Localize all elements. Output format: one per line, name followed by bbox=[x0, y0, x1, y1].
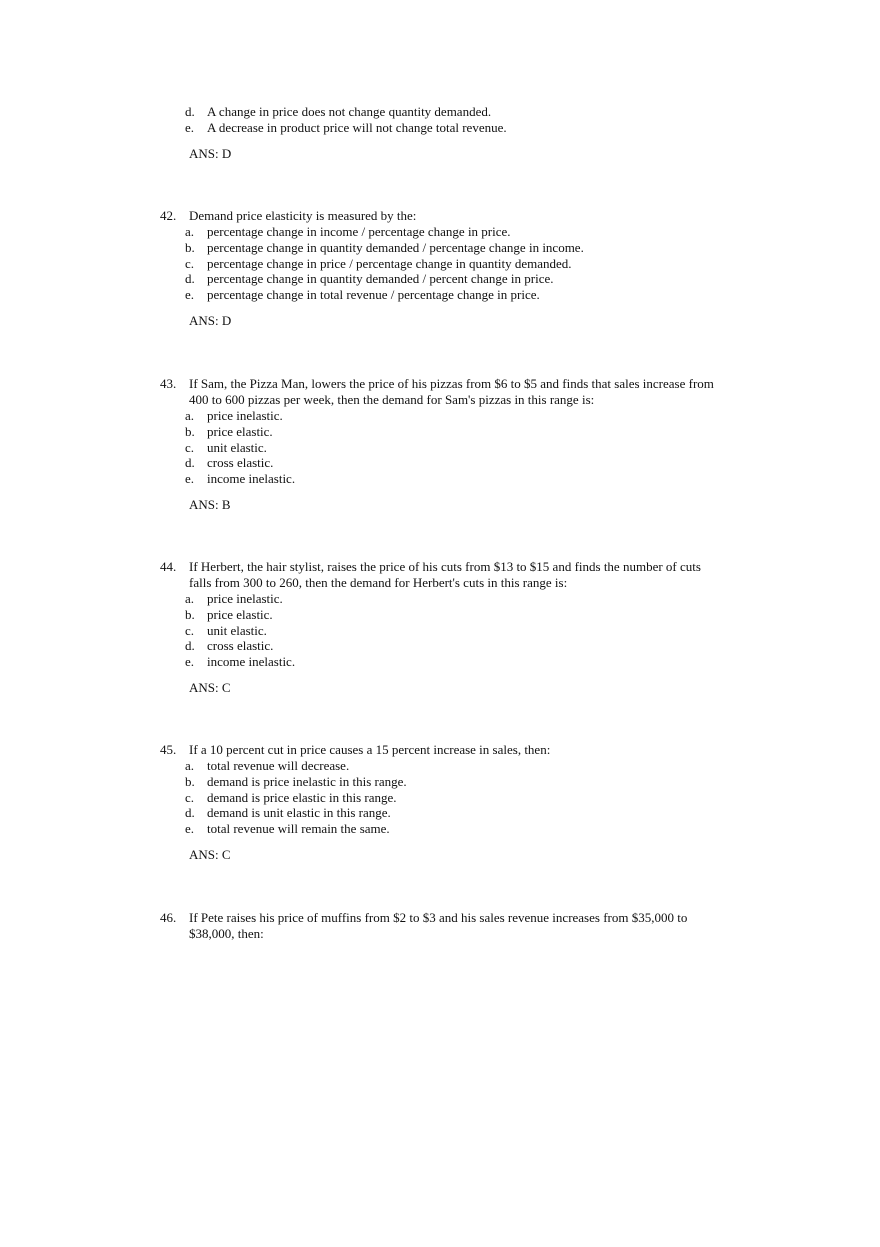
option-text: percentage change in total revenue / percentage change in price. bbox=[207, 287, 540, 303]
option-letter: d. bbox=[185, 805, 195, 821]
answer-key: ANS: C bbox=[189, 680, 231, 695]
option-letter: e. bbox=[185, 471, 195, 487]
option-text: income inelastic. bbox=[207, 471, 296, 487]
option-letter: c. bbox=[185, 789, 195, 805]
question-stem: If Pete raises his price of muffins from $2 to $3 and his sales revenue increases from $35,000 to bbox=[189, 910, 688, 925]
option-text: cross elastic. bbox=[207, 455, 274, 471]
option-letter: e. bbox=[185, 287, 195, 303]
option-text: A decrease in product price will not change total revenue. bbox=[207, 119, 507, 135]
option-text: price elastic. bbox=[207, 423, 273, 439]
option-text: demand is price inelastic in this range. bbox=[207, 773, 407, 789]
option-text: total revenue will remain the same. bbox=[207, 821, 390, 837]
question-number: 43. bbox=[160, 376, 177, 391]
option-text: demand is price elastic in this range. bbox=[207, 789, 397, 805]
option-letter: c. bbox=[185, 255, 195, 271]
question-number: 45. bbox=[160, 742, 177, 757]
question-number: 44. bbox=[160, 559, 177, 574]
option-letter: c. bbox=[185, 439, 195, 455]
option-letter: d. bbox=[185, 455, 195, 471]
option-text: unit elastic. bbox=[207, 439, 267, 455]
question-stem: If Herbert, the hair stylist, raises the price of his cuts from $13 to $15 and finds the number of cuts bbox=[189, 559, 701, 574]
question-stem: If a 10 percent cut in price causes a 15 percent increase in sales, then: bbox=[189, 742, 551, 757]
option-letter: e. bbox=[185, 119, 195, 135]
option-letter: d. bbox=[185, 271, 195, 287]
option-letter: d. bbox=[185, 104, 195, 119]
question-stem: $38,000, then: bbox=[189, 926, 264, 941]
option-text: percentage change in quantity demanded / percentage change in income. bbox=[207, 239, 584, 255]
option-letter: a. bbox=[185, 758, 195, 773]
option-text: demand is unit elastic in this range. bbox=[207, 805, 391, 821]
option-text: A change in price does not change quantity demanded. bbox=[207, 104, 492, 119]
option-text: percentage change in income / percentage change in price. bbox=[207, 224, 511, 239]
option-letter: e. bbox=[185, 654, 195, 670]
option-text: price elastic. bbox=[207, 606, 273, 622]
answer-key: ANS: D bbox=[189, 145, 232, 161]
question-stem: If Sam, the Pizza Man, lowers the price of his pizzas from $6 to $5 and finds that sales increase from bbox=[189, 376, 714, 391]
answer-key: ANS: C bbox=[189, 847, 231, 862]
option-letter: b. bbox=[185, 773, 195, 789]
option-letter: b. bbox=[185, 606, 195, 622]
option-text: income inelastic. bbox=[207, 654, 296, 670]
option-letter: e. bbox=[185, 821, 195, 837]
option-letter: a. bbox=[185, 224, 195, 239]
question-number: 42. bbox=[160, 208, 177, 223]
option-letter: c. bbox=[185, 622, 195, 638]
option-text: price inelastic. bbox=[207, 408, 283, 423]
option-text: unit elastic. bbox=[207, 622, 267, 638]
answer-key: ANS: D bbox=[189, 313, 232, 328]
option-letter: d. bbox=[185, 638, 195, 654]
option-letter: a. bbox=[185, 591, 195, 606]
option-letter: a. bbox=[185, 408, 195, 423]
option-text: percentage change in quantity demanded / percent change in price. bbox=[207, 271, 554, 287]
question-number: 46. bbox=[160, 910, 177, 925]
answer-key: ANS: B bbox=[189, 497, 231, 512]
question-stem: Demand price elasticity is measured by the: bbox=[189, 208, 417, 223]
option-text: total revenue will decrease. bbox=[207, 758, 350, 773]
option-letter: b. bbox=[185, 239, 195, 255]
option-text: percentage change in price / percentage change in quantity demanded. bbox=[207, 255, 572, 271]
option-text: cross elastic. bbox=[207, 638, 274, 654]
question-stem: 400 to 600 pizzas per week, then the demand for Sam's pizzas in this range is: bbox=[189, 392, 595, 407]
question-stem: falls from 300 to 260, then the demand for Herbert's cuts in this range is: bbox=[189, 575, 568, 590]
option-text: price inelastic. bbox=[207, 591, 283, 606]
option-letter: b. bbox=[185, 423, 195, 439]
